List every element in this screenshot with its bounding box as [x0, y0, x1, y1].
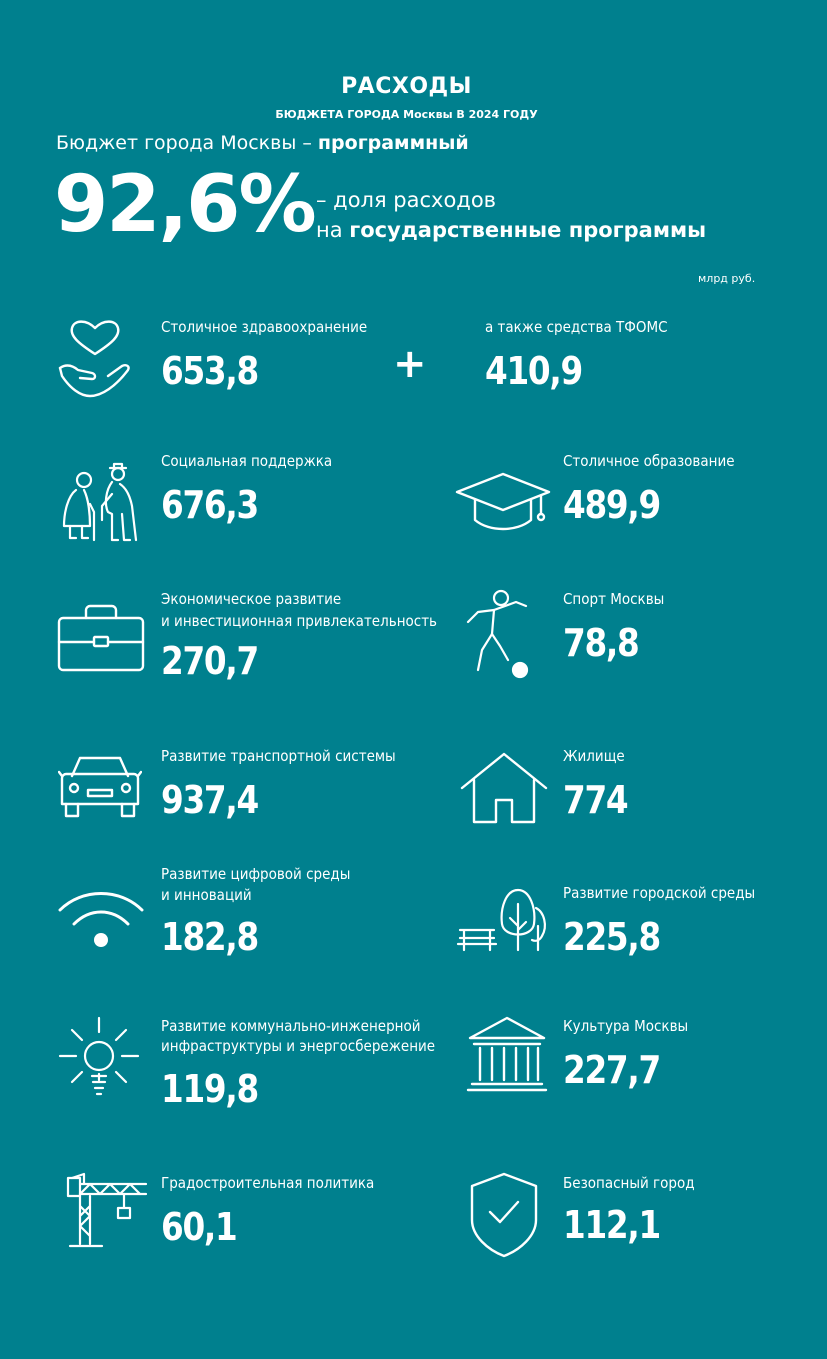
item-label-line2: и инвестиционная привлекательность — [161, 612, 438, 630]
lead-prefix: Бюджет города Москвы – — [56, 132, 318, 154]
item-label: Развитие городской среды — [563, 884, 756, 902]
car-icon — [58, 754, 142, 820]
item-label: а также средства ТФОМС — [485, 318, 668, 336]
item-label: Градостроительная политика — [161, 1174, 375, 1192]
item-label: Развитие цифровой среды — [161, 865, 351, 883]
elderly-couple-icon — [56, 460, 144, 542]
item-value: 112,1 — [563, 1203, 660, 1247]
football-player-icon — [464, 588, 534, 680]
item-label: Жилище — [563, 747, 625, 765]
lead-bold: программный — [317, 132, 469, 154]
heart-hand-icon — [58, 318, 132, 400]
share-caption-line1: – доля расходов — [316, 188, 497, 212]
item-value: 489,9 — [563, 483, 660, 527]
item-value: 78,8 — [563, 621, 639, 665]
lead-text — [56, 132, 469, 154]
item-label: Столичное образование — [563, 452, 735, 470]
item-value: 774 — [563, 778, 628, 822]
item-label: Спорт Москвы — [563, 590, 665, 608]
shield-check-icon — [470, 1172, 538, 1258]
item-label: Социальная поддержка — [161, 452, 333, 470]
page-subtitle: БЮДЖЕТА ГОРОДА Москвы В 2024 ГОДУ — [275, 108, 538, 121]
item-value: 227,7 — [563, 1048, 660, 1092]
briefcase-icon — [56, 604, 146, 672]
wifi-icon — [56, 888, 146, 950]
item-label-line2: инфраструктуры и энергосбережение — [161, 1037, 436, 1055]
share-caption-bold: государственные программы — [349, 218, 707, 242]
item-value: 60,1 — [161, 1205, 237, 1249]
item-value: 270,7 — [161, 639, 258, 683]
item-value: 119,8 — [161, 1067, 258, 1111]
plus-sign: + — [393, 341, 427, 387]
museum-icon — [466, 1016, 548, 1094]
item-label: Столичное здравоохранение — [161, 318, 368, 336]
item-value: 410,9 — [485, 349, 582, 393]
page-title: РАСХОДЫ — [341, 74, 472, 99]
tower-crane-icon — [66, 1170, 148, 1250]
item-label: Развитие транспортной системы — [161, 747, 396, 765]
item-label-line2: и инноваций — [161, 886, 252, 904]
item-value: 653,8 — [161, 349, 258, 393]
program-share-percent: 92,6% — [54, 160, 315, 250]
item-label: Экономическое развитие — [161, 590, 342, 608]
item-label: Культура Москвы — [563, 1017, 689, 1035]
share-caption-prefix: на — [316, 218, 350, 242]
item-value: 676,3 — [161, 483, 258, 527]
graduation-cap-icon — [455, 470, 553, 532]
share-caption-line2 — [316, 218, 706, 242]
house-icon — [460, 752, 548, 824]
item-label: Безопасный город — [563, 1174, 695, 1192]
item-value: 225,8 — [563, 915, 660, 959]
item-label: Развитие коммунально-инженерной — [161, 1017, 421, 1035]
unit-label: млрд руб. — [698, 272, 756, 285]
park-bench-tree-icon — [456, 886, 548, 954]
item-value: 937,4 — [161, 778, 258, 822]
item-value: 182,8 — [161, 915, 258, 959]
light-bulb-icon — [58, 1014, 140, 1102]
